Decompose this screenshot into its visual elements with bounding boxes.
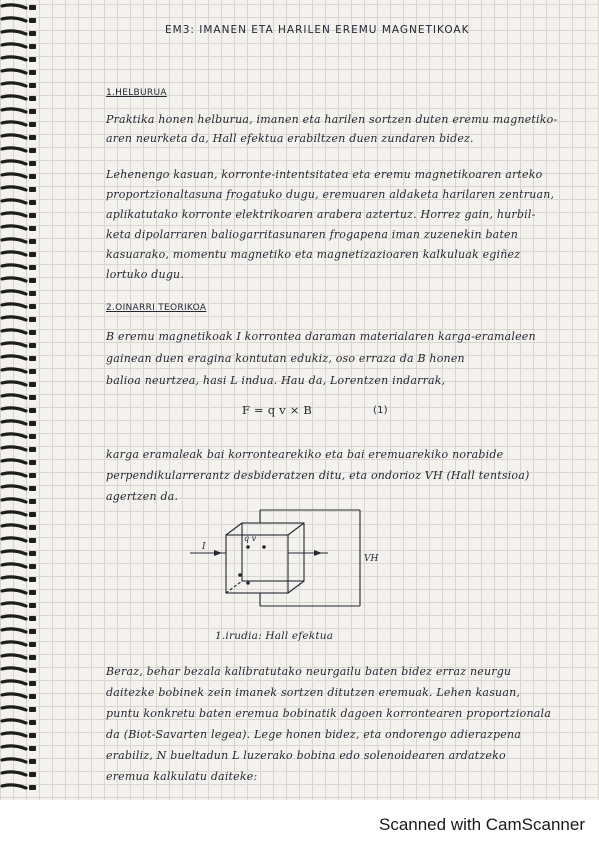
spiral-ring bbox=[2, 239, 36, 244]
spiral-ring bbox=[2, 83, 36, 88]
spiral-ring bbox=[2, 681, 36, 686]
text-line: da (Biot-Savarten legea). Lege honen bidez, eta ondorengo adierazpena bbox=[106, 728, 522, 741]
spiral-ring bbox=[2, 408, 36, 413]
spiral-ring bbox=[2, 668, 36, 673]
spiral-ring bbox=[2, 18, 36, 23]
spiral-ring bbox=[2, 655, 36, 660]
text-line: erabiliz, N bueltadun L luzerako bobina edo solenoidearen ardatzeko bbox=[106, 749, 506, 762]
text-line: eremua kalkulatu daiteke: bbox=[106, 770, 258, 783]
spiral-ring bbox=[2, 317, 36, 322]
camscanner-watermark: Scanned with CamScanner bbox=[378, 815, 585, 834]
spiral-ring bbox=[2, 122, 36, 127]
hall-voltage-label: VH bbox=[364, 554, 379, 564]
spiral-ring bbox=[2, 447, 36, 452]
spiral-ring bbox=[2, 759, 36, 764]
text-line: kasuarako, momentu magnetiko eta magnetizazioaren kalkuluak egiñez bbox=[106, 248, 521, 261]
spiral-ring bbox=[2, 746, 36, 751]
spiral-ring bbox=[2, 421, 36, 426]
spiral-ring bbox=[2, 499, 36, 504]
spiral-ring bbox=[2, 265, 36, 270]
text-line: gainean duen eragina kontutan edukiz, oso erraza da B honen bbox=[106, 352, 465, 365]
text-line: Praktika honen helburua, imanen eta harilen sortzen duten eremu magnetiko- bbox=[106, 113, 558, 126]
spiral-ring bbox=[2, 512, 36, 517]
spiral-ring bbox=[2, 148, 36, 153]
spiral-ring bbox=[2, 486, 36, 491]
text-line: Beraz, behar bezala kalibratutako neurgailu baten bidez erraz neurgu bbox=[106, 665, 512, 678]
spiral-ring bbox=[2, 434, 36, 439]
spiral-ring bbox=[2, 96, 36, 101]
spiral-ring bbox=[2, 707, 36, 712]
spiral-ring bbox=[2, 70, 36, 75]
text-line: lortuko dugu. bbox=[106, 268, 185, 281]
text-line: keta dipolarraren baliogarritasunaren frogapena iman zuzenekin baten bbox=[106, 228, 519, 241]
spiral-ring bbox=[2, 174, 36, 179]
spiral-ring bbox=[2, 213, 36, 218]
spiral-ring bbox=[2, 551, 36, 556]
spiral-ring bbox=[2, 720, 36, 725]
spiral-ring bbox=[2, 187, 36, 192]
text-line: Lehenengo kasuan, korronte-intentsitatea eta eremu magnetikoaren arteko bbox=[106, 168, 543, 181]
spiral-ring bbox=[2, 330, 36, 335]
text-line: agertzen da. bbox=[106, 490, 179, 503]
spiral-ring bbox=[2, 109, 36, 114]
spiral-ring bbox=[2, 395, 36, 400]
spiral-ring bbox=[2, 44, 36, 49]
text-line: perpendikularrerantz desbideratzen ditu, eta ondorioz VH (Hall tentsioa) bbox=[106, 469, 530, 482]
spiral-ring bbox=[2, 473, 36, 478]
spiral-ring bbox=[2, 642, 36, 647]
spiral-ring bbox=[2, 577, 36, 582]
figure-caption: 1.irudia: Hall efektua bbox=[215, 630, 334, 642]
spiral-ring bbox=[2, 590, 36, 595]
spiral-ring bbox=[2, 538, 36, 543]
hall-effect-diagram bbox=[180, 505, 380, 625]
spiral-ring bbox=[2, 31, 36, 36]
spiral-ring bbox=[2, 135, 36, 140]
text-line: balioa neurtzea, hasi L indua. Hau da, Lorentzen indarrak, bbox=[106, 374, 446, 387]
spiral-ring bbox=[2, 785, 36, 790]
spiral-ring bbox=[2, 525, 36, 530]
page-title: EM3: IMANEN ETA HARILEN EREMU MAGNETIKOAK bbox=[165, 24, 470, 36]
spiral-ring bbox=[2, 369, 36, 374]
charge-velocity-label: q v bbox=[244, 534, 257, 543]
spiral-ring bbox=[2, 629, 36, 634]
spiral-ring bbox=[2, 356, 36, 361]
section-heading-oinarri-teorikoa: 2.OINARRI TEORIKOA bbox=[106, 303, 207, 313]
text-line: proportzionaltasuna frogatuko dugu, eremuaren aldaketa harilaren zentruan, bbox=[106, 188, 555, 201]
text-line: aplikatutako korronte elektrikoaren arabera aztertuz. Horrez gain, hurbil- bbox=[106, 208, 536, 221]
spiral-ring bbox=[2, 343, 36, 348]
section-heading-helburua: 1.HELBURUA bbox=[106, 88, 167, 98]
text-line: daitezke bobinek zein imanek sortzen ditutzen eremuak. Lehen kasuan, bbox=[106, 686, 521, 699]
spiral-ring bbox=[2, 616, 36, 621]
spiral-ring bbox=[2, 304, 36, 309]
spiral-ring bbox=[2, 291, 36, 296]
spiral-ring bbox=[2, 226, 36, 231]
spiral-ring bbox=[2, 252, 36, 257]
spiral-binding bbox=[0, 0, 46, 800]
text-line: aren neurketa da, Hall efektua erabiltzen duen zundaren bidez. bbox=[106, 132, 474, 145]
spiral-ring bbox=[2, 694, 36, 699]
spiral-ring bbox=[2, 733, 36, 738]
equation-number: (1) bbox=[373, 405, 388, 416]
lorentz-equation: F = q v × B bbox=[242, 403, 313, 417]
spiral-ring bbox=[2, 460, 36, 465]
spiral-ring bbox=[2, 5, 36, 10]
text-line: karga eramaleak bai korrontearekiko eta bai eremuarekiko norabide bbox=[106, 448, 504, 461]
text-line: B eremu magnetikoak I korrontea daraman materialaren karga-eramaleen bbox=[106, 330, 536, 343]
spiral-ring bbox=[2, 278, 36, 283]
text-line: puntu konkretu baten eremua bobinatik dagoen korrontearen proportzionala bbox=[106, 707, 551, 720]
spiral-ring bbox=[2, 564, 36, 569]
spiral-ring bbox=[2, 772, 36, 777]
spiral-ring bbox=[2, 200, 36, 205]
spiral-ring bbox=[2, 603, 36, 608]
spiral-ring bbox=[2, 382, 36, 387]
spiral-ring bbox=[2, 161, 36, 166]
current-label: I bbox=[202, 542, 206, 552]
spiral-ring bbox=[2, 57, 36, 62]
